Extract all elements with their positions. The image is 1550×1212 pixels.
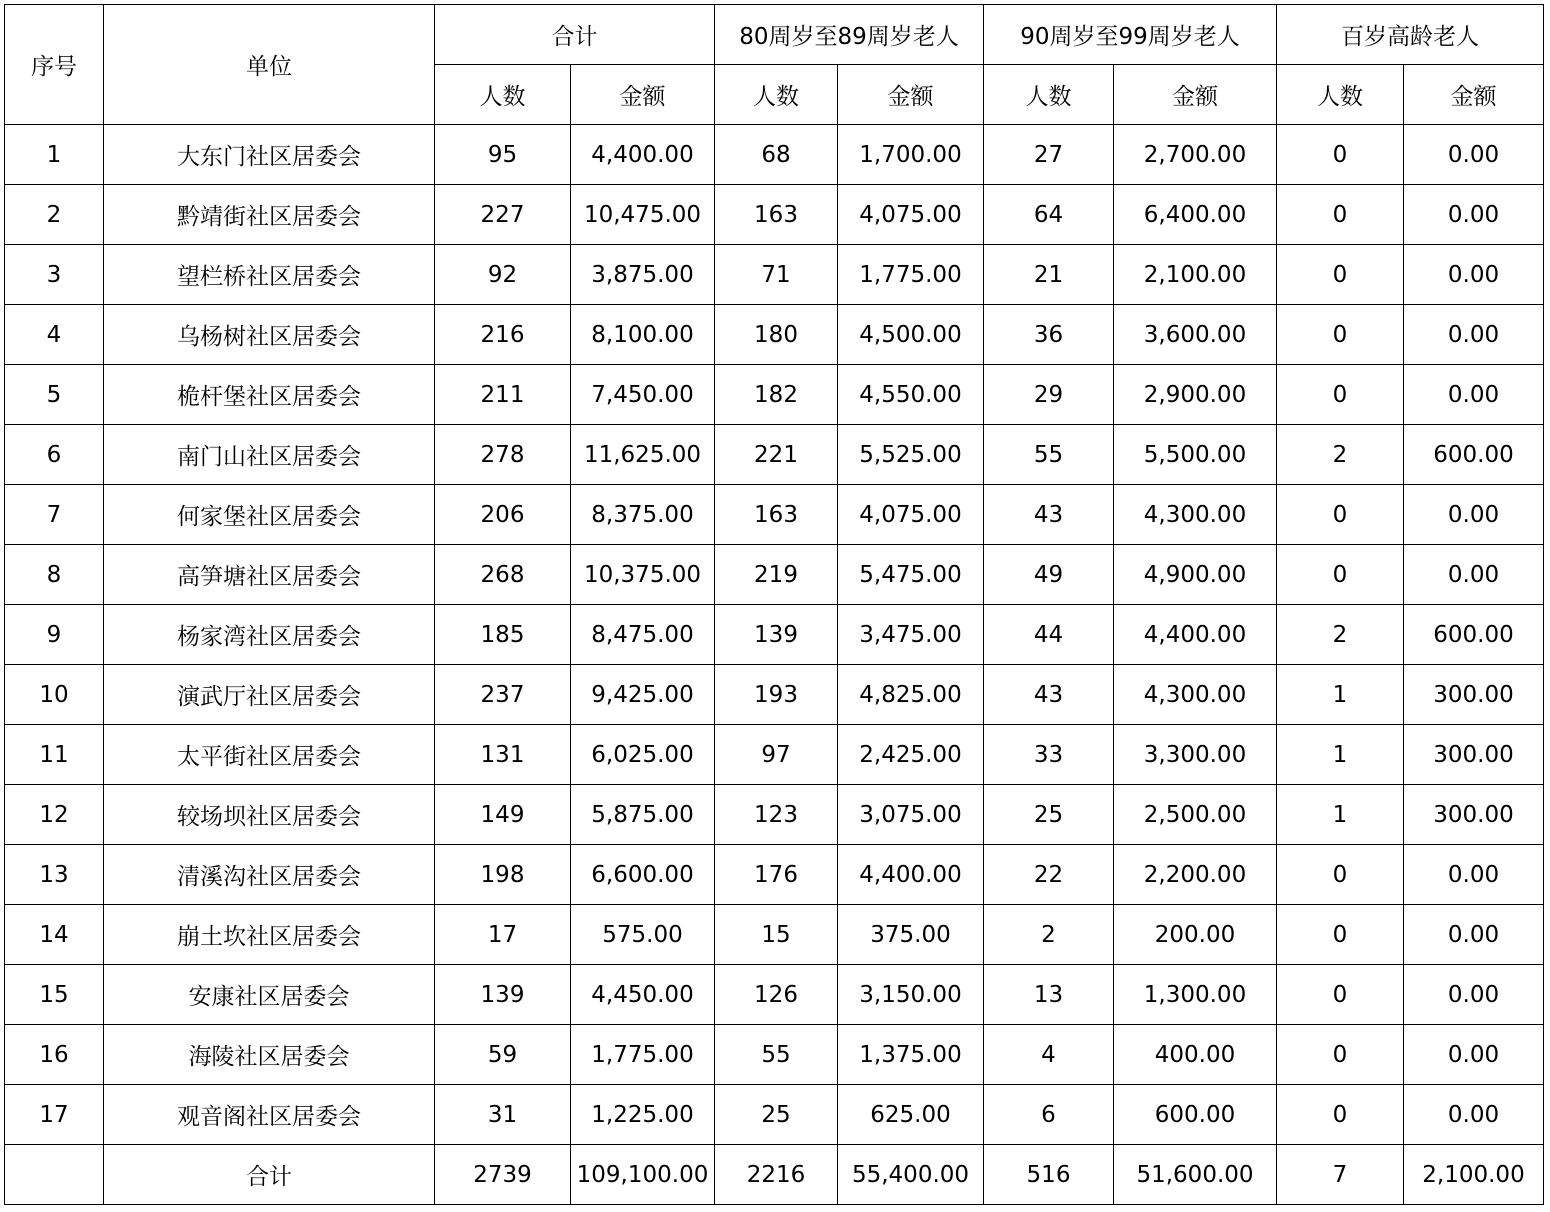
count-100-cell: 0 (1277, 485, 1404, 545)
amount-100-cell: 0.00 (1404, 125, 1544, 185)
unit-cell: 南门山社区居委会 (104, 425, 435, 485)
table-row (5, 545, 1544, 605)
seq-cell: 13 (5, 845, 104, 905)
count-100-cell: 1 (1277, 665, 1404, 725)
count-80-89-cell: 163 (715, 485, 838, 545)
amount-100-cell: 0.00 (1404, 185, 1544, 245)
count-80-89-cell: 123 (715, 785, 838, 845)
total-count-cell: 31 (435, 1085, 571, 1145)
header-sub-count: 人数 (715, 65, 838, 125)
total-amount-cell: 1,775.00 (571, 1025, 715, 1085)
seq-cell: 1 (5, 125, 104, 185)
total-amount-cell: 8,375.00 (571, 485, 715, 545)
total-amount-cell: 3,875.00 (571, 245, 715, 305)
table-row (5, 185, 1544, 245)
seq-cell: 16 (5, 1025, 104, 1085)
total-count-cell: 211 (435, 365, 571, 425)
amount-100-cell: 300.00 (1404, 725, 1544, 785)
total-count-cell: 149 (435, 785, 571, 845)
table-row (5, 305, 1544, 365)
amount-100-cell: 300.00 (1404, 785, 1544, 845)
total-amount-cell: 6,600.00 (571, 845, 715, 905)
table-row (5, 425, 1544, 485)
subsidy-table (4, 4, 1544, 1205)
count-90-99-cell: 21 (984, 245, 1114, 305)
header-seq: 序号 (5, 5, 104, 125)
total-amount-cell: 9,425.00 (571, 665, 715, 725)
amount-90-99-cell: 4,300.00 (1114, 485, 1277, 545)
seq-cell: 5 (5, 365, 104, 425)
count-100-cell: 0 (1277, 1025, 1404, 1085)
amount-100-cell: 0.00 (1404, 545, 1544, 605)
amount-90-99-cell: 2,200.00 (1114, 845, 1277, 905)
amount-90-99-cell: 5,500.00 (1114, 425, 1277, 485)
total-amount-cell: 4,400.00 (571, 125, 715, 185)
unit-cell: 何家堡社区居委会 (104, 485, 435, 545)
table-row (5, 905, 1544, 965)
count-80-89-cell: 180 (715, 305, 838, 365)
total-count-cell: 139 (435, 965, 571, 1025)
unit-cell: 海陵社区居委会 (104, 1025, 435, 1085)
amount-80-89-cell: 4,825.00 (838, 665, 984, 725)
amount-90-99-cell: 2,700.00 (1114, 125, 1277, 185)
total-amount-cell: 575.00 (571, 905, 715, 965)
table-row (5, 965, 1544, 1025)
total-amount-cell: 11,625.00 (571, 425, 715, 485)
amount-90-99-cell: 1,300.00 (1114, 965, 1277, 1025)
table-body (5, 125, 1544, 1205)
total-amount-cell: 8,475.00 (571, 605, 715, 665)
seq-cell: 10 (5, 665, 104, 725)
count-100-cell: 0 (1277, 125, 1404, 185)
amount-80-89-cell: 3,150.00 (838, 965, 984, 1025)
header-row-groups (5, 5, 1544, 65)
table-row (5, 245, 1544, 305)
count-90-99-cell: 4 (984, 1025, 1114, 1085)
count-80-89-cell: 55 (715, 1025, 838, 1085)
count-90-99-cell: 43 (984, 665, 1114, 725)
amount-80-89-cell: 4,500.00 (838, 305, 984, 365)
unit-cell: 杨家湾社区居委会 (104, 605, 435, 665)
count-90-99-cell: 44 (984, 605, 1114, 665)
table-row (5, 845, 1544, 905)
total-count-cell: 227 (435, 185, 571, 245)
header-group-100: 百岁高龄老人 (1277, 5, 1544, 65)
amount-100-cell: 0.00 (1404, 245, 1544, 305)
amount-90-99-cell: 200.00 (1114, 905, 1277, 965)
total-count-cell: 95 (435, 125, 571, 185)
count-90-99-cell: 33 (984, 725, 1114, 785)
count-100-cell: 0 (1277, 545, 1404, 605)
amount-90-99-cell: 2,100.00 (1114, 245, 1277, 305)
count-90-99-cell: 36 (984, 305, 1114, 365)
amount-80-89-cell: 625.00 (838, 1085, 984, 1145)
count-100-cell: 0 (1277, 845, 1404, 905)
count-90-99-cell: 55 (984, 425, 1114, 485)
count-100-cell: 1 (1277, 725, 1404, 785)
amount-80-89-cell: 55,400.00 (838, 1145, 984, 1205)
count-90-99-cell: 2 (984, 905, 1114, 965)
total-count-cell: 206 (435, 485, 571, 545)
total-count-cell: 2739 (435, 1145, 571, 1205)
count-90-99-cell: 43 (984, 485, 1114, 545)
total-amount-cell: 4,450.00 (571, 965, 715, 1025)
total-count-cell: 59 (435, 1025, 571, 1085)
amount-90-99-cell: 51,600.00 (1114, 1145, 1277, 1205)
seq-cell: 12 (5, 785, 104, 845)
amount-80-89-cell: 3,475.00 (838, 605, 984, 665)
total-row (5, 1145, 1544, 1205)
amount-90-99-cell: 4,300.00 (1114, 665, 1277, 725)
amount-100-cell: 0.00 (1404, 485, 1544, 545)
amount-100-cell: 0.00 (1404, 365, 1544, 425)
total-amount-cell: 1,225.00 (571, 1085, 715, 1145)
seq-cell: 17 (5, 1085, 104, 1145)
count-80-89-cell: 182 (715, 365, 838, 425)
table-row (5, 605, 1544, 665)
amount-80-89-cell: 4,550.00 (838, 365, 984, 425)
amount-100-cell: 600.00 (1404, 605, 1544, 665)
amount-90-99-cell: 3,300.00 (1114, 725, 1277, 785)
amount-80-89-cell: 2,425.00 (838, 725, 984, 785)
count-80-89-cell: 176 (715, 845, 838, 905)
header-sub-count: 人数 (435, 65, 571, 125)
seq-cell: 8 (5, 545, 104, 605)
table-row (5, 1025, 1544, 1085)
count-90-99-cell: 6 (984, 1085, 1114, 1145)
count-100-cell: 1 (1277, 785, 1404, 845)
unit-cell: 观音阁社区居委会 (104, 1085, 435, 1145)
total-amount-cell: 109,100.00 (571, 1145, 715, 1205)
count-80-89-cell: 163 (715, 185, 838, 245)
header-sub-amount: 金额 (571, 65, 715, 125)
count-90-99-cell: 27 (984, 125, 1114, 185)
count-80-89-cell: 15 (715, 905, 838, 965)
amount-80-89-cell: 1,700.00 (838, 125, 984, 185)
seq-cell: 7 (5, 485, 104, 545)
total-count-cell: 185 (435, 605, 571, 665)
total-count-cell: 198 (435, 845, 571, 905)
header-group-80-89: 80周岁至89周岁老人 (715, 5, 984, 65)
table-row (5, 1085, 1544, 1145)
count-90-99-cell: 29 (984, 365, 1114, 425)
amount-100-cell: 0.00 (1404, 965, 1544, 1025)
count-80-89-cell: 2216 (715, 1145, 838, 1205)
count-80-89-cell: 71 (715, 245, 838, 305)
amount-100-cell: 0.00 (1404, 1025, 1544, 1085)
seq-cell: 15 (5, 965, 104, 1025)
header-sub-amount: 金额 (1404, 65, 1544, 125)
seq-cell: 9 (5, 605, 104, 665)
count-90-99-cell: 49 (984, 545, 1114, 605)
count-80-89-cell: 139 (715, 605, 838, 665)
table-row (5, 365, 1544, 425)
count-100-cell: 0 (1277, 245, 1404, 305)
header-group-total: 合计 (435, 5, 715, 65)
total-count-cell: 278 (435, 425, 571, 485)
amount-100-cell: 300.00 (1404, 665, 1544, 725)
total-amount-cell: 7,450.00 (571, 365, 715, 425)
amount-80-89-cell: 375.00 (838, 905, 984, 965)
seq-cell: 2 (5, 185, 104, 245)
table-row (5, 125, 1544, 185)
amount-80-89-cell: 5,525.00 (838, 425, 984, 485)
amount-100-cell: 0.00 (1404, 905, 1544, 965)
amount-100-cell: 0.00 (1404, 1085, 1544, 1145)
amount-90-99-cell: 400.00 (1114, 1025, 1277, 1085)
seq-cell: 14 (5, 905, 104, 965)
unit-cell: 合计 (104, 1145, 435, 1205)
total-count-cell: 216 (435, 305, 571, 365)
seq-cell (5, 1145, 104, 1205)
unit-cell: 清溪沟社区居委会 (104, 845, 435, 905)
count-80-89-cell: 126 (715, 965, 838, 1025)
amount-80-89-cell: 1,775.00 (838, 245, 984, 305)
count-80-89-cell: 68 (715, 125, 838, 185)
total-amount-cell: 6,025.00 (571, 725, 715, 785)
header-sub-amount: 金额 (1114, 65, 1277, 125)
amount-80-89-cell: 3,075.00 (838, 785, 984, 845)
unit-cell: 较场坝社区居委会 (104, 785, 435, 845)
unit-cell: 桅杆堡社区居委会 (104, 365, 435, 425)
table-row (5, 485, 1544, 545)
amount-90-99-cell: 600.00 (1114, 1085, 1277, 1145)
unit-cell: 崩土坎社区居委会 (104, 905, 435, 965)
amount-90-99-cell: 3,600.00 (1114, 305, 1277, 365)
seq-cell: 4 (5, 305, 104, 365)
total-amount-cell: 10,375.00 (571, 545, 715, 605)
count-80-89-cell: 97 (715, 725, 838, 785)
seq-cell: 11 (5, 725, 104, 785)
count-90-99-cell: 64 (984, 185, 1114, 245)
amount-100-cell: 0.00 (1404, 845, 1544, 905)
count-90-99-cell: 516 (984, 1145, 1114, 1205)
count-90-99-cell: 22 (984, 845, 1114, 905)
unit-cell: 望栏桥社区居委会 (104, 245, 435, 305)
table-row (5, 665, 1544, 725)
count-100-cell: 0 (1277, 305, 1404, 365)
total-amount-cell: 10,475.00 (571, 185, 715, 245)
unit-cell: 大东门社区居委会 (104, 125, 435, 185)
amount-80-89-cell: 1,375.00 (838, 1025, 984, 1085)
unit-cell: 黔靖街社区居委会 (104, 185, 435, 245)
count-80-89-cell: 219 (715, 545, 838, 605)
count-100-cell: 7 (1277, 1145, 1404, 1205)
count-100-cell: 0 (1277, 185, 1404, 245)
header-sub-count: 人数 (1277, 65, 1404, 125)
unit-cell: 乌杨树社区居委会 (104, 305, 435, 365)
amount-90-99-cell: 4,400.00 (1114, 605, 1277, 665)
header-sub-count: 人数 (984, 65, 1114, 125)
count-90-99-cell: 13 (984, 965, 1114, 1025)
amount-90-99-cell: 4,900.00 (1114, 545, 1277, 605)
unit-cell: 太平街社区居委会 (104, 725, 435, 785)
amount-100-cell: 0.00 (1404, 305, 1544, 365)
count-100-cell: 2 (1277, 605, 1404, 665)
count-100-cell: 0 (1277, 965, 1404, 1025)
count-100-cell: 0 (1277, 365, 1404, 425)
amount-100-cell: 2,100.00 (1404, 1145, 1544, 1205)
header-group-90-99: 90周岁至99周岁老人 (984, 5, 1277, 65)
amount-90-99-cell: 2,900.00 (1114, 365, 1277, 425)
count-100-cell: 2 (1277, 425, 1404, 485)
unit-cell: 演武厅社区居委会 (104, 665, 435, 725)
count-100-cell: 0 (1277, 905, 1404, 965)
seq-cell: 3 (5, 245, 104, 305)
count-100-cell: 0 (1277, 1085, 1404, 1145)
amount-90-99-cell: 2,500.00 (1114, 785, 1277, 845)
unit-cell: 安康社区居委会 (104, 965, 435, 1025)
count-80-89-cell: 221 (715, 425, 838, 485)
total-count-cell: 17 (435, 905, 571, 965)
amount-100-cell: 600.00 (1404, 425, 1544, 485)
header-sub-amount: 金额 (838, 65, 984, 125)
count-80-89-cell: 25 (715, 1085, 838, 1145)
unit-cell: 高笋塘社区居委会 (104, 545, 435, 605)
amount-80-89-cell: 5,475.00 (838, 545, 984, 605)
header-unit: 单位 (104, 5, 435, 125)
total-amount-cell: 5,875.00 (571, 785, 715, 845)
amount-80-89-cell: 4,075.00 (838, 485, 984, 545)
amount-80-89-cell: 4,400.00 (838, 845, 984, 905)
count-80-89-cell: 193 (715, 665, 838, 725)
total-count-cell: 237 (435, 665, 571, 725)
table-row (5, 785, 1544, 845)
total-count-cell: 131 (435, 725, 571, 785)
count-90-99-cell: 25 (984, 785, 1114, 845)
total-count-cell: 268 (435, 545, 571, 605)
amount-90-99-cell: 6,400.00 (1114, 185, 1277, 245)
amount-80-89-cell: 4,075.00 (838, 185, 984, 245)
total-amount-cell: 8,100.00 (571, 305, 715, 365)
total-count-cell: 92 (435, 245, 571, 305)
table-row (5, 725, 1544, 785)
table-header (5, 5, 1544, 125)
seq-cell: 6 (5, 425, 104, 485)
